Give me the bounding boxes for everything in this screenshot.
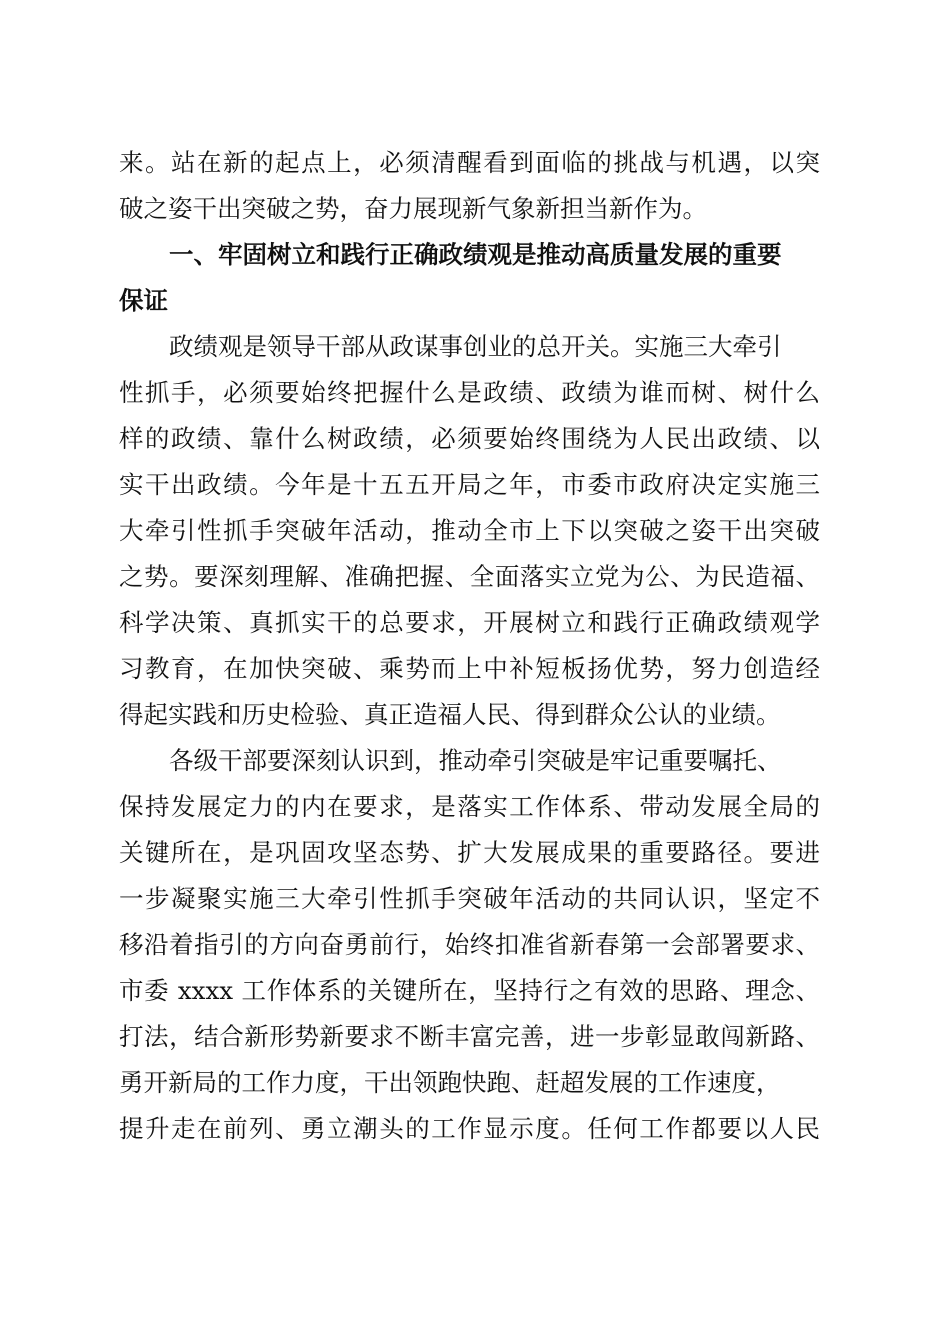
text-line: 打法，结合新形势新要求不断丰富完善，进一步彰显敢闯新路、	[119, 1022, 820, 1051]
text-line: 破之姿干出突破之势，奋力展现新气象新担当新作为。	[119, 194, 707, 223]
text-line: 市委 xxxx 工作体系的关键所在，坚持行之有效的思路、理念、	[119, 976, 820, 1005]
text-line: 样的政绩、靠什么树政绩，必须要始终围绕为人民出政绩、以	[119, 424, 820, 453]
text-line: 得起实践和历史检验、真正造福人民、得到群众公认的业绩。	[119, 700, 781, 729]
text-line: 科学决策、真抓实干的总要求，开展树立和践行正确政绩观学	[119, 608, 820, 637]
text-line: 勇开新局的工作力度，干出领跑快跑、赶超发展的工作速度，	[119, 1068, 781, 1097]
text-line: 来。站在新的起点上，必须清醒看到面临的挑战与机遇，以突	[119, 148, 820, 177]
text-line: 实干出政绩。今年是十五五开局之年，市委市政府决定实施三	[119, 470, 820, 499]
paragraph-start: 政绩观是领导干部从政谋事创业的总开关。实施三大牵引	[169, 332, 782, 361]
text-line: 保持发展定力的内在要求，是落实工作体系、带动发展全局的	[119, 792, 820, 821]
text-line: 习教育，在加快突破、乘势而上中补短板扬优势，努力创造经	[119, 654, 820, 683]
section-heading: 一、牢固树立和践行正确政绩观是推动高质量发展的重要	[169, 240, 782, 269]
section-heading-continued: 保证	[119, 286, 168, 315]
text-line: 性抓手，必须要始终把握什么是政绩、政绩为谁而树、树什么	[119, 378, 820, 407]
text-line: 之势。要深刻理解、准确把握、全面落实立党为公、为民造福、	[119, 562, 820, 591]
text-line: 提升走在前列、勇立潮头的工作显示度。任何工作都要以人民	[119, 1114, 820, 1143]
paragraph-start: 各级干部要深刻认识到，推动牵引突破是牢记重要嘱托、	[169, 746, 782, 775]
text-line: 大牵引性抓手突破年活动，推动全市上下以突破之姿干出突破	[119, 516, 820, 545]
text-line: 移沿着指引的方向奋勇前行，始终扣准省新春第一会部署要求、	[119, 930, 820, 959]
text-line: 一步凝聚实施三大牵引性抓手突破年活动的共同认识，坚定不	[119, 884, 820, 913]
text-line: 关键所在，是巩固攻坚态势、扩大发展成果的重要路径。要进	[119, 838, 820, 867]
